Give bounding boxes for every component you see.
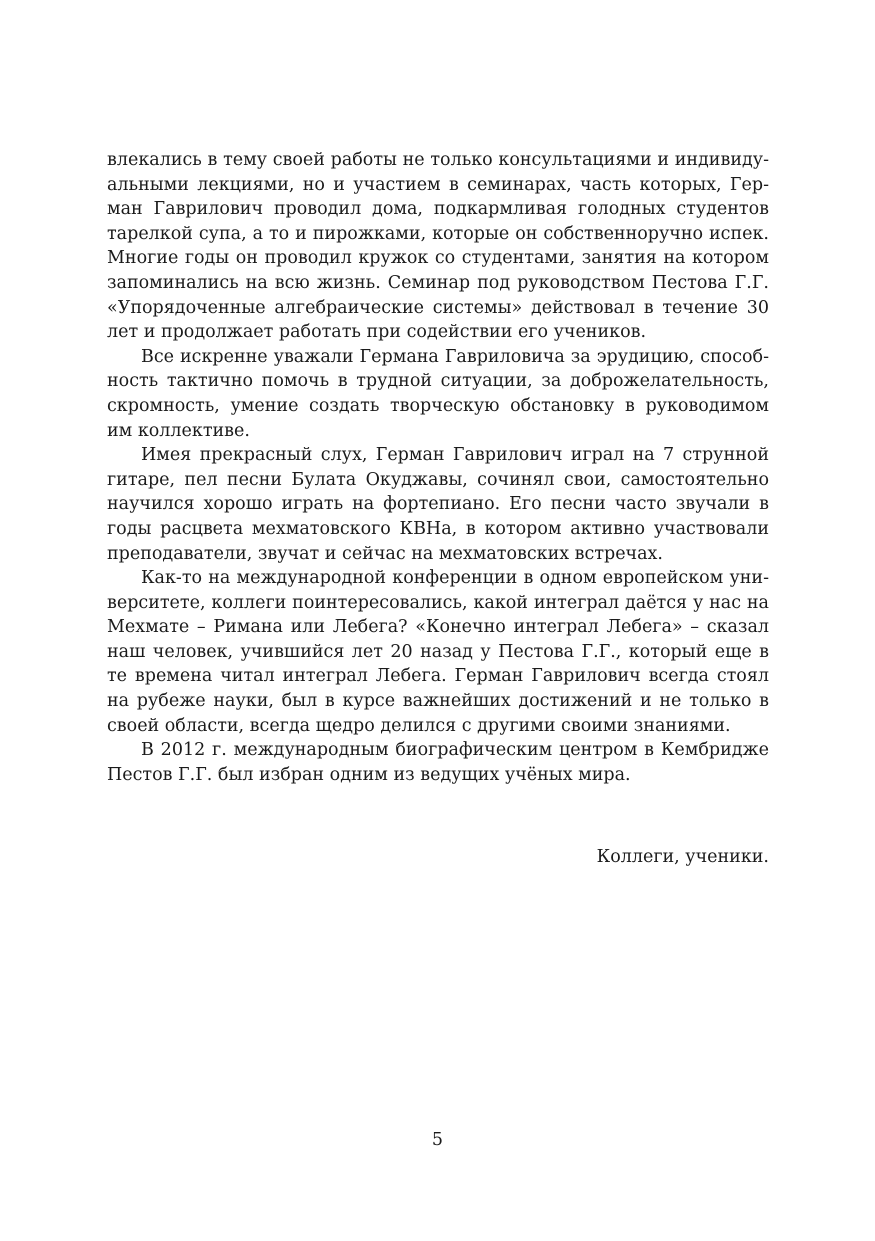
paragraph-2: Все искренне уважали Германа Гавриловича за эрудицию, способность тактично помочь в трудной ситуации, за доброжелательность, скромность, умение создать творческую обстановку в руководимом им коллективе. [107, 346, 769, 441]
paragraph-1: влекались в тему своей работы не только консультациями и индивидуальными лекциями, но и участием в семинарах, часть которых, Герман Гаврилович проводил дома, подкармливая голодных студентов тарелкой супа, а то и пирожками, которые он собственноручно испек. Многие годы он проводил кружок со студентами, занятия на котором запоминались на всю жизнь. Семинар под руководством Пестова Г.Г. «Упорядоченные алгебраические системы» действовал в течение 30 лет и продолжает работать при содействии его учеников. [107, 150, 769, 343]
paragraph-4: Как-то на международной конференции в одном европейском университете, коллеги поинтересовались, какой интеграл даётся у нас на Мехмате – Римана или Лебега? «Конечно интеграл Лебега» – сказал наш человек, учившийся лет 20 назад у Пестова Г.Г., который еще в те времена читал интеграл Лебега. Герман Гаврилович всегда стоял на рубеже науки, был в курсе важнейших достижений и не только в своей области, всегда щедро делился с другими своими знаниями. [107, 568, 769, 736]
page-number: 5 [431, 1130, 444, 1150]
body-text [107, 148, 769, 787]
paragraph-3: Имея прекрасный слух, Герман Гаврилович играл на 7 струнной гитаре, пел песни Булата Окуджавы, сочинял свои, самостоятельно научился хорошо играть на фортепиано. Его песни часто звучали в годы расцвета мехматовского КВНа, в котором активно участвовали преподаватели, звучат и сейчас на мехматовских встречах. [107, 445, 769, 564]
signature: Коллеги, ученики. [596, 847, 769, 867]
paragraph-5: В 2012 г. международным биографическим центром в Кембридже Пестов Г.Г. был избран одним из ведущих учёных мира. [107, 740, 769, 785]
